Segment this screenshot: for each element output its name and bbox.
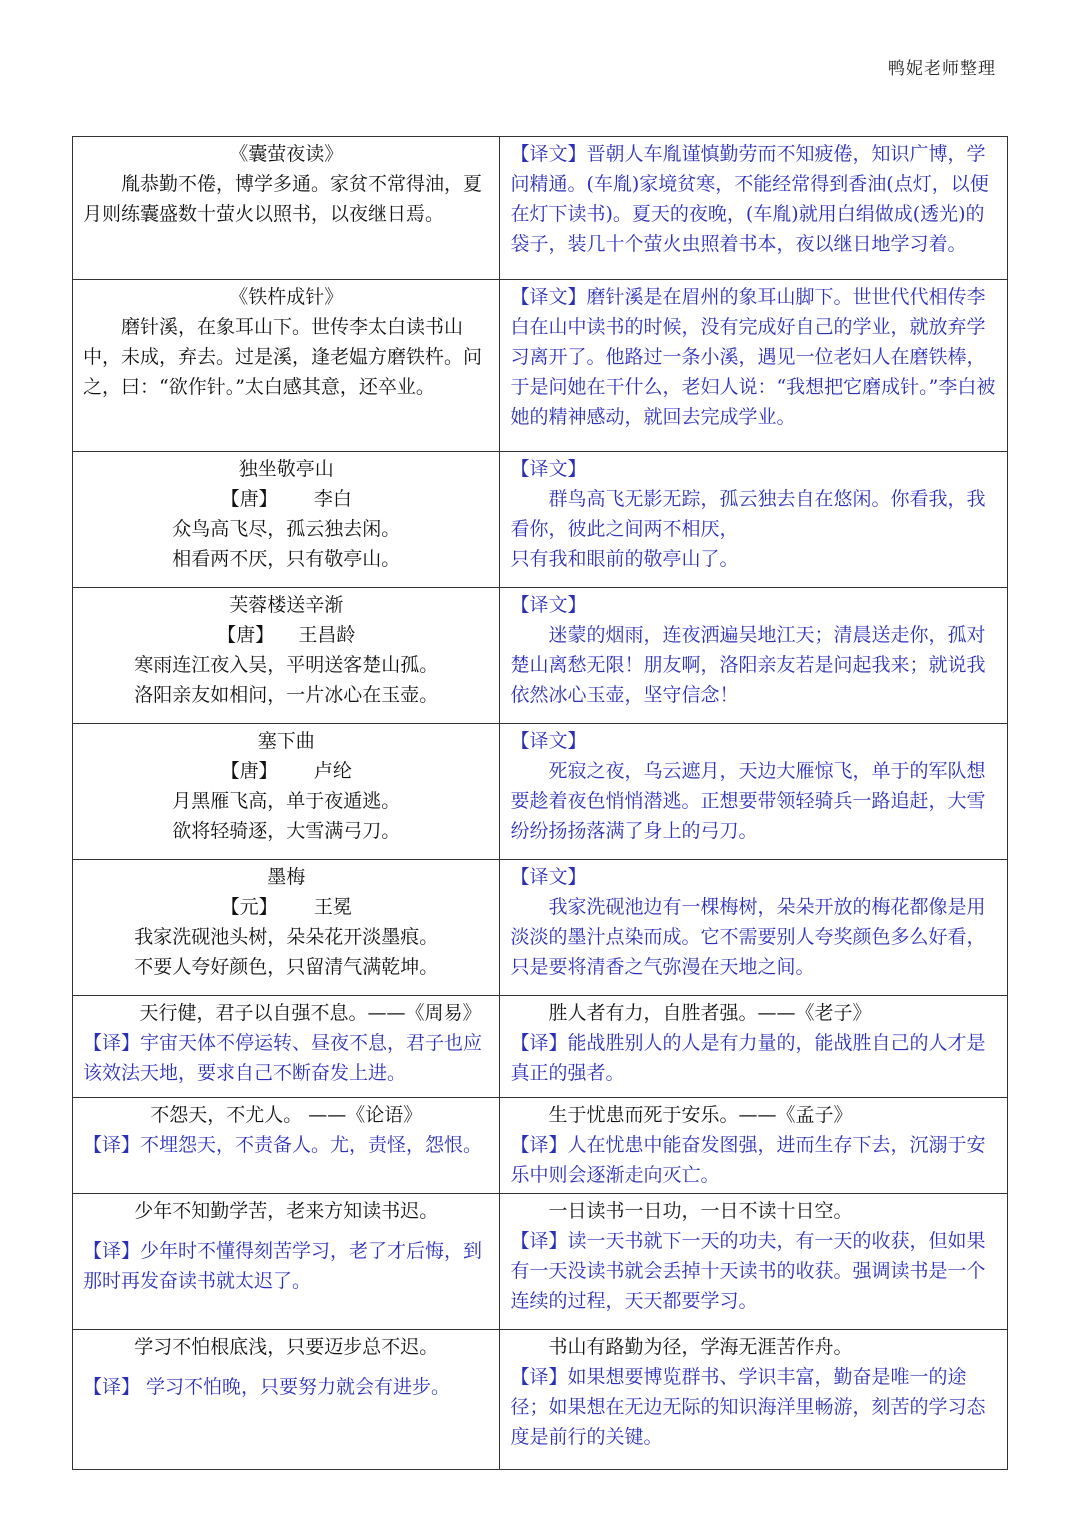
- translation-text: 我家洗砚池边有一棵梅树，朵朵开放的梅花都像是用淡淡的墨汁点染而成。它不需要别人夸奖颜色多么好看，只是要将清香之气弥漫在天地之间。: [510, 896, 986, 978]
- quote-cell: [500, 996, 1008, 1098]
- table-row: [73, 996, 1008, 1098]
- poem-author: 王冕: [313, 896, 352, 918]
- poem-cell: [73, 452, 500, 588]
- quote-translation: 【译】 学习不怕晚，只要努力就会有进步。: [83, 1376, 451, 1398]
- poem-line: 洛阳亲友如相问，一片冰心在玉壶。: [134, 684, 439, 706]
- quote-cell: [73, 996, 500, 1098]
- quote-cell: [73, 1098, 500, 1194]
- poem-line: 我家洗砚池头树，朵朵花开淡墨痕。: [134, 926, 439, 948]
- page-header-author: 鸭妮老师整理: [888, 59, 996, 79]
- poem-line: 众鸟高飞尽，孤云独去闲。: [172, 518, 401, 540]
- translation-cell: [500, 724, 1008, 860]
- translation-label: 【译文】: [510, 866, 587, 888]
- quote-translation: 【译】少年时不懂得刻苦学习，老了才后悔，到那时再发奋读书就太迟了。: [83, 1240, 483, 1292]
- poem-title: 芙蓉楼送辛渐: [229, 594, 344, 616]
- table-row: [73, 1098, 1008, 1194]
- poem-author: 卢纶: [313, 760, 352, 782]
- poem-cell: [73, 860, 500, 996]
- quote-cell: [73, 1330, 500, 1470]
- translation-cell: [500, 860, 1008, 996]
- quote-cell: [500, 1330, 1008, 1470]
- original-text-cell: [73, 280, 500, 452]
- poem-title: 独坐敬亭山: [238, 458, 334, 480]
- poem-cell: [73, 588, 500, 724]
- quote-text: 一日读书一日功，一日不读十日空。: [548, 1200, 853, 1222]
- poem-cell: [73, 724, 500, 860]
- quote-text: 少年不知勤学苦，老来方知读书迟。: [134, 1200, 439, 1222]
- quote-translation: 【译】读一天书就下一天的功夫，有一天的收获，但如果有一天没读书就会丢掉十天读书的收获。强调读书是一个连续的过程，天天都要学习。: [510, 1230, 986, 1312]
- table-row: [73, 588, 1008, 724]
- original-text-cell: [73, 137, 500, 280]
- quote-translation: 【译】宇宙天体不停运转、昼夜不息，君子也应该效法天地，要求自己不断奋发上进。: [83, 1032, 483, 1084]
- text-title: 《铁杵成针》: [229, 286, 344, 308]
- quote-text: 不怨天，不尤人。 ——《论语》: [150, 1104, 423, 1126]
- translation-cell: [500, 280, 1008, 452]
- table-row: [73, 280, 1008, 452]
- classical-texts-table: [72, 136, 1008, 1470]
- translation-text: 迷蒙的烟雨，连夜洒遍吴地江天；清晨送走你，孤对楚山离愁无限！朋友啊，洛阳亲友若是问起我来；就说我依然冰心玉壶，坚守信念！: [510, 624, 986, 706]
- table-row: [73, 860, 1008, 996]
- poem-line: 月黑雁飞高，单于夜遁逃。: [172, 790, 401, 812]
- table-row: [73, 1330, 1008, 1470]
- quote-translation: 【译】不埋怨天，不责备人。尤，责怪，怨恨。: [83, 1134, 483, 1156]
- translation-cell: [500, 137, 1008, 280]
- quote-text: 生于忧患而死于安乐。——《孟子》: [548, 1104, 853, 1126]
- translation-text: 只有我和眼前的敬亭山了。: [510, 548, 739, 570]
- poem-line: 欲将轻骑逐，大雪满弓刀。: [172, 820, 401, 842]
- quote-text: 书山有路勤为径，学海无涯苦作舟。: [548, 1336, 853, 1358]
- poem-title: 塞下曲: [257, 730, 315, 752]
- translation-label: 【译文】: [510, 730, 587, 752]
- quote-text: 天行健，君子以自强不息。——《周易》: [139, 1002, 482, 1024]
- translation-text: 【译文】磨针溪是在眉州的象耳山脚下。世世代代相传李白在山中读书的时候，没有完成好自己的学业，就放弃学习离开了。他路过一条小溪，遇见一位老妇人在磨铁棒，于是问她在干什么，老妇人说：“我想把它磨成针。”李白被她的精神感动，就回去完成学业。: [510, 286, 996, 428]
- translation-text: 【译文】晋朝人车胤谨慎勤劳而不知疲倦，知识广博，学问精通。(车胤)家境贫寒，不能经常得到香油(点灯，以便在灯下读书)。夏天的夜晚，(车胤)就用白绢做成(透光)的袋子，装几十个萤火虫照着书本，夜以继日地学习着。: [510, 143, 989, 255]
- translation-text: 群鸟高飞无影无踪，孤云独去自在悠闲。你看我，我看你，彼此之间两不相厌，: [510, 488, 986, 540]
- quote-cell: [500, 1194, 1008, 1330]
- poem-author: 李白: [313, 488, 352, 510]
- poem-author: 王昌龄: [298, 624, 356, 646]
- poem-dynasty: 【唐】: [220, 488, 278, 510]
- table-row: [73, 1194, 1008, 1330]
- original-text: 磨针溪，在象耳山下。世传李太白读书山中，未成，弃去。过是溪，逢老媪方磨铁杵。问之，曰：“欲作针。”太白感其意，还卒业。: [83, 316, 483, 398]
- table-row: [73, 452, 1008, 588]
- table-row: [73, 137, 1008, 280]
- poem-line: 不要人夸好颜色，只留清气满乾坤。: [134, 956, 439, 978]
- quote-translation: 【译】如果想要博览群书、学识丰富，勤奋是唯一的途径；如果想在无边无际的知识海洋里畅游，刻苦的学习态度是前行的关键。: [510, 1366, 986, 1448]
- translation-cell: [500, 588, 1008, 724]
- translation-label: 【译文】: [510, 594, 587, 616]
- poem-dynasty: 【唐】: [220, 760, 278, 782]
- table-row: [73, 724, 1008, 860]
- translation-cell: [500, 452, 1008, 588]
- quote-text: 胜人者有力，自胜者强。——《老子》: [548, 1002, 872, 1024]
- text-title: 《囊萤夜读》: [229, 143, 344, 165]
- poem-title: 墨梅: [267, 866, 306, 888]
- quote-cell: [500, 1098, 1008, 1194]
- quote-translation: 【译】能战胜别人的人是有力量的，能战胜自己的人才是真正的强者。: [510, 1032, 986, 1084]
- quote-translation: 【译】人在忧患中能奋发图强，进而生存下去，沉溺于安乐中则会逐渐走向灭亡。: [510, 1134, 986, 1186]
- translation-label: 【译文】: [510, 458, 587, 480]
- translation-text: 死寂之夜，乌云遮月，天边大雁惊飞，单于的军队想要趁着夜色悄悄潜逃。正想要带领轻骑兵一路追赶，大雪纷纷扬扬落满了身上的弓刀。: [510, 760, 986, 842]
- poem-dynasty: 【元】: [220, 896, 278, 918]
- poem-line: 相看两不厌，只有敬亭山。: [172, 548, 401, 570]
- quote-cell: [73, 1194, 500, 1330]
- quote-text: 学习不怕根底浅，只要迈步总不迟。: [134, 1336, 439, 1358]
- poem-dynasty: 【唐】: [217, 624, 275, 646]
- original-text: 胤恭勤不倦，博学多通。家贫不常得油，夏月则练囊盛数十萤火以照书，以夜继日焉。: [83, 173, 483, 225]
- poem-line: 寒雨连江夜入吴，平明送客楚山孤。: [134, 654, 439, 676]
